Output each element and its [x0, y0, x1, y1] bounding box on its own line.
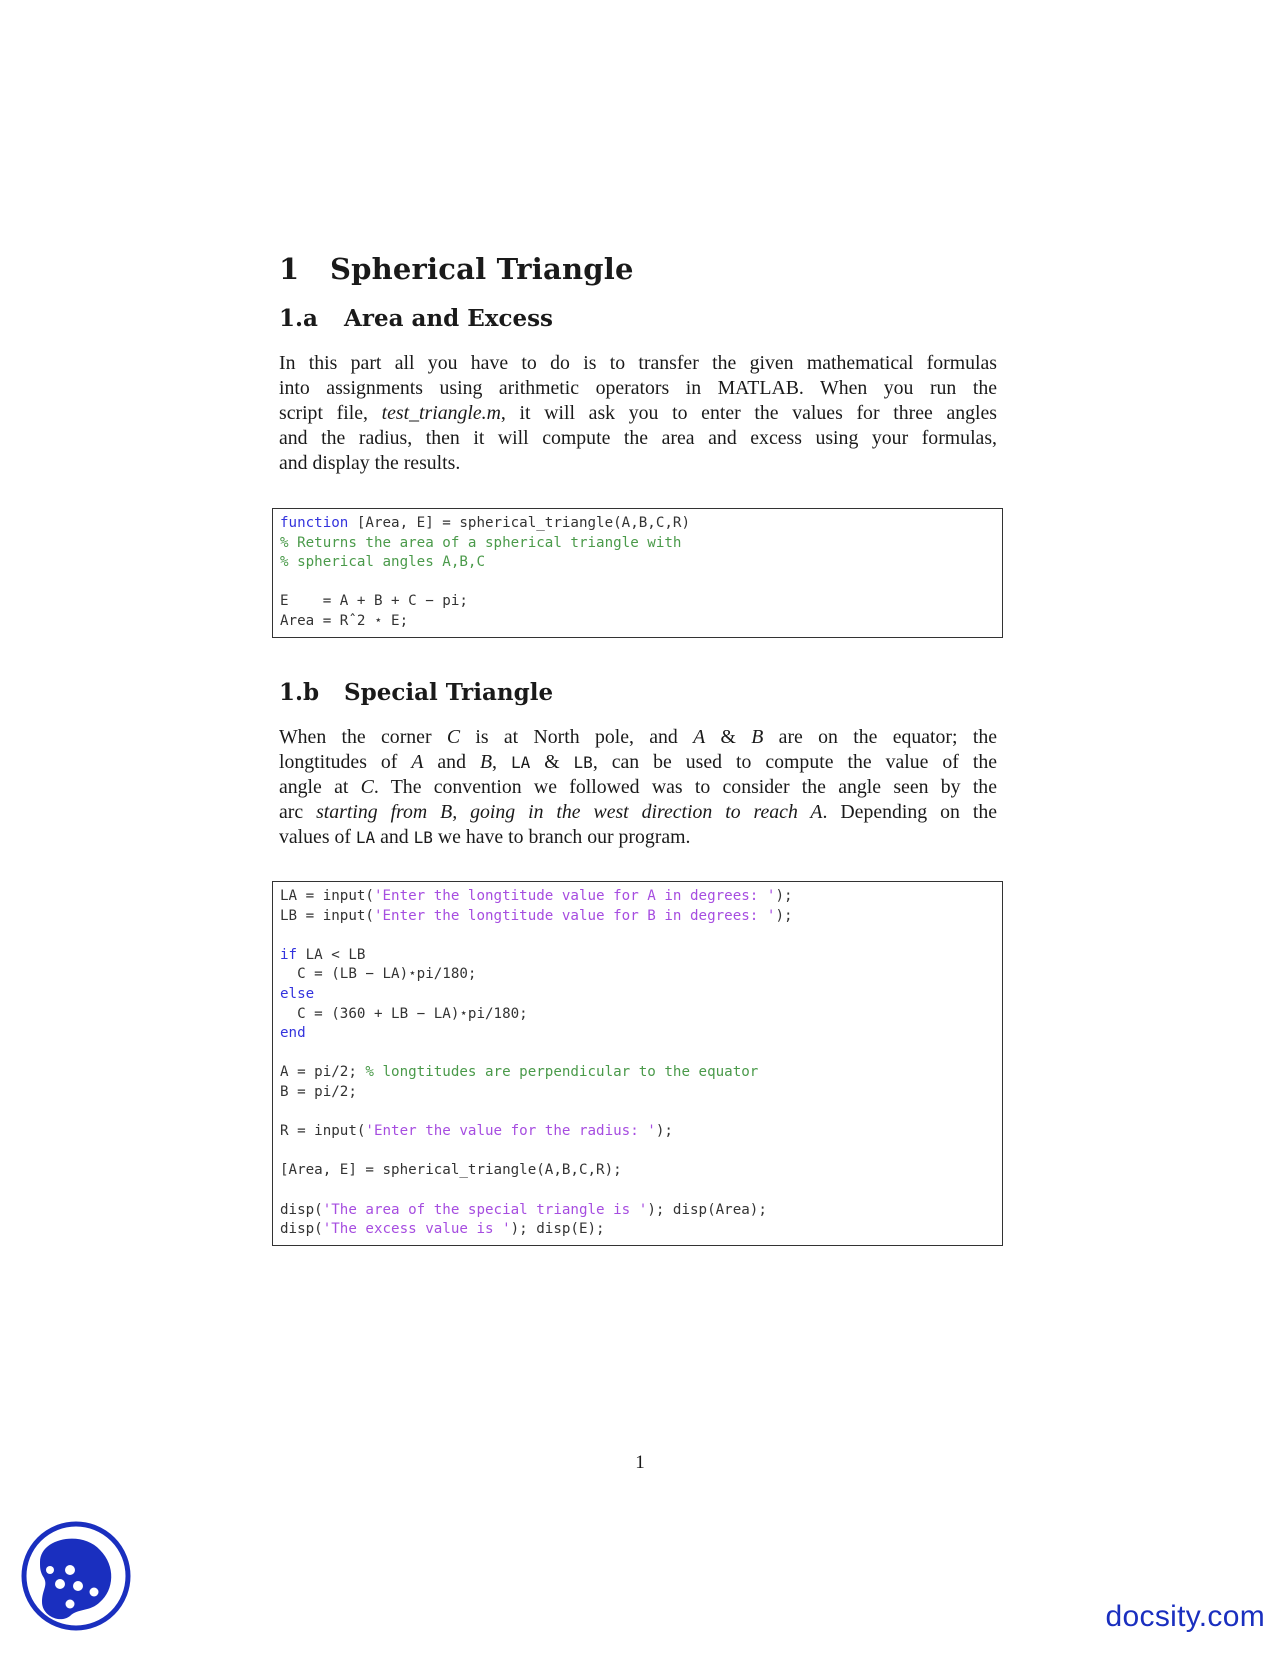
text-line: and display the results. — [279, 452, 461, 474]
code-line: end — [280, 1025, 306, 1042]
section-heading — [279, 252, 634, 286]
text-line: longtitudes of A and B, LA & LB, can be used to compute the value of the — [279, 751, 998, 773]
code-line: % Returns the area of a spherical triangle with — [280, 534, 682, 551]
text-line: and the radius, then it will compute the area and excess using your formulas, — [279, 427, 997, 449]
code-line: Area = Rˆ2 ⋆ E; — [280, 612, 409, 629]
code-line: C = (LB − LA)⋆pi/180; — [280, 966, 477, 983]
subsection-number-a: 1.a — [279, 305, 318, 332]
text-line: When the corner C is at North pole, and A & B are on the equator; the — [279, 726, 997, 748]
docsity-logo-icon[interactable] — [20, 1520, 132, 1632]
code-line: R = input('Enter the value for the radius: '); — [280, 1123, 673, 1140]
subsection-title-a: Area and Excess — [344, 305, 553, 332]
section-number: 1 — [279, 252, 300, 286]
code-line: LA = input('Enter the longtitude value for A in degrees: '); — [280, 888, 793, 904]
code-line: E = A + B + C − pi; — [280, 593, 468, 610]
subsection-heading-a — [279, 305, 553, 332]
script-filename: test_triangle.m — [381, 402, 501, 424]
code-line-blank — [280, 926, 995, 946]
code-line: LB = input('Enter the longtitude value for B in degrees: '); — [280, 907, 793, 924]
code-line: else — [280, 985, 315, 1002]
code-line: function [Area, E] = spherical_triangle(A,B,C,R) — [280, 515, 691, 531]
text-line: into assignments using arithmetic operators in MATLAB. When you run the — [279, 377, 997, 399]
text-line: script file, test_triangle.m, it will ask you to enter the values for three angles — [279, 402, 997, 424]
section-title: Spherical Triangle — [330, 252, 634, 286]
code-block-spherical-triangle — [272, 508, 1003, 638]
code-line: if LA < LB — [280, 946, 366, 963]
code-line-blank — [280, 1142, 995, 1162]
code-line: A = pi/2; % longtitudes are perpendicular to the equator — [280, 1064, 759, 1081]
code-line: disp('The area of the special triangle is '); disp(Area); — [280, 1201, 767, 1218]
code-line: C = (360 + LB − LA)⋆pi/180; — [280, 1005, 528, 1022]
docsity-brand-link[interactable]: docsity.com — [1105, 1600, 1265, 1633]
code-line-blank — [280, 1181, 995, 1201]
text-line: In this part all you have to do is to transfer the given mathematical formulas — [279, 352, 997, 374]
subsection-heading-b — [279, 679, 553, 706]
code-line: [Area, E] = spherical_triangle(A,B,C,R); — [280, 1162, 622, 1179]
code-line-blank — [280, 573, 995, 593]
code-line: B = pi/2; — [280, 1083, 357, 1100]
subsection-title-b: Special Triangle — [344, 679, 554, 706]
page-number: 1 — [635, 1452, 645, 1473]
code-block-special-triangle — [272, 881, 1003, 1246]
code-line-blank — [280, 1103, 995, 1123]
text-line: values of LA and LB we have to branch our program. — [279, 826, 691, 848]
code-line-blank — [280, 1044, 995, 1064]
subsection-number-b: 1.b — [279, 679, 320, 706]
text-line: arc starting from B, going in the west direction to reach A. Depending on the — [279, 801, 997, 823]
paragraph-area-excess — [279, 351, 997, 476]
code-line: disp('The excess value is '); disp(E); — [280, 1221, 605, 1238]
code-line: % spherical angles A,B,C — [280, 554, 485, 571]
text-line: angle at C. The convention we followed was to consider the angle seen by the — [279, 776, 997, 798]
paragraph-special-triangle — [279, 725, 997, 850]
